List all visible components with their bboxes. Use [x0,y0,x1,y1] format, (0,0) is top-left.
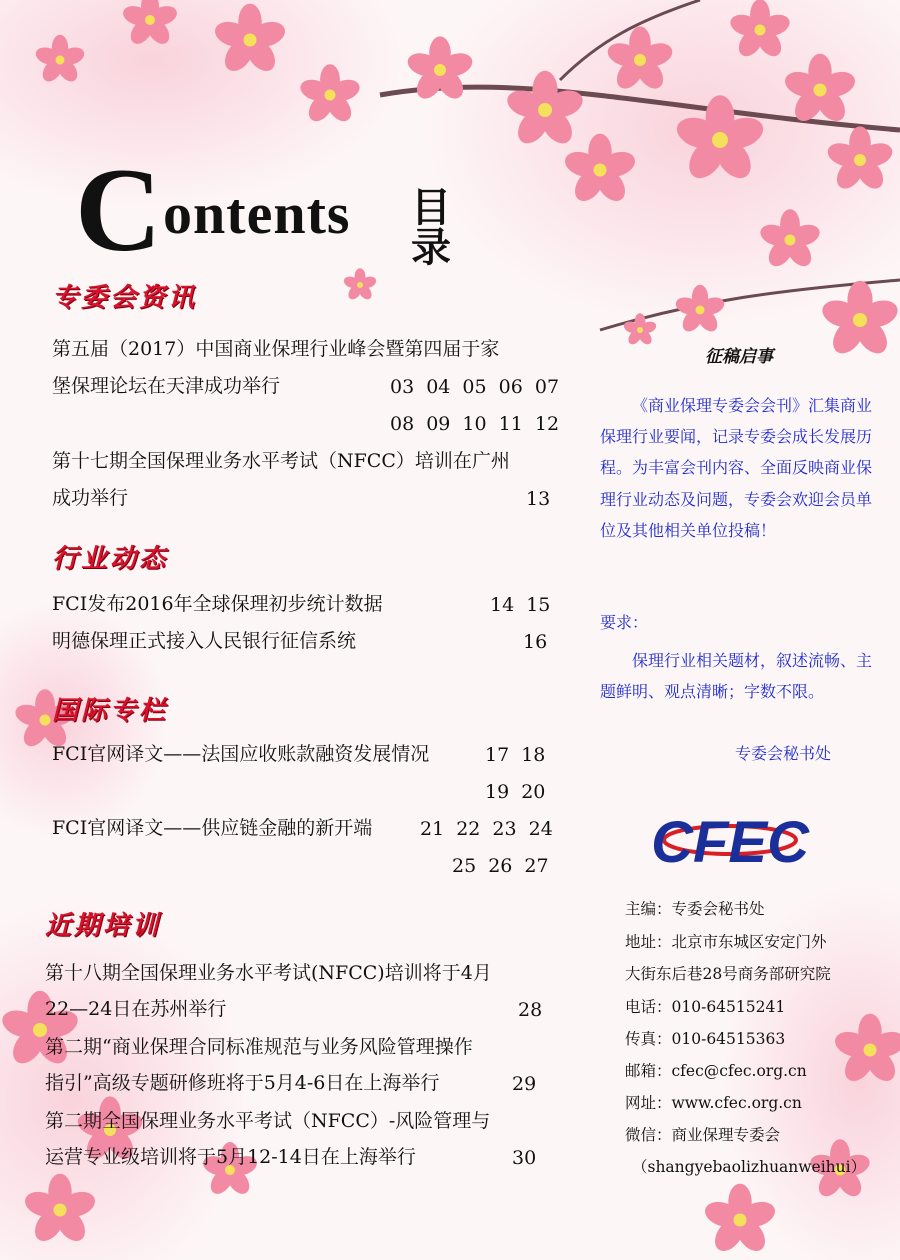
section-title-industry-news: 行业动态 [52,544,169,574]
toc-page-numbers: 03 04 05 06 07 [390,376,560,398]
wechat-info: 微信：商业保理专委会 [625,1126,781,1144]
section-title-training: 近期培训 [45,911,162,941]
toc-page-numbers: 17 18 [485,744,546,766]
toc-page-numbers: 25 26 27 [452,855,549,877]
toc-entry-title[interactable]: FCI发布2016年全球保理初步统计数据 [52,593,383,615]
toc-entry-title[interactable]: 第十八期全国保理业务水平考试(NFCC)培训将于4月 [45,962,492,984]
toc-page-numbers: 30 [512,1147,537,1169]
toc-page-numbers: 28 [518,999,543,1021]
toc-page-numbers: 13 [526,488,551,510]
wechat-id: （shangyebaolizhuanweihui） [632,1158,867,1176]
toc-entry-title[interactable]: 22—24日在苏州举行 [45,998,227,1020]
address-line-2: 大街东后巷28号商务部研究院 [625,965,831,983]
contents-word: ontents [163,181,351,246]
website-info[interactable]: 网址：www.cfec.org.cn [625,1094,802,1112]
toc-page-numbers: 29 [512,1073,537,1095]
toc-page-numbers: 21 22 23 24 [420,818,553,840]
toc-entry-title[interactable]: FCI官网译文——法国应收账款融资发展情况 [52,743,430,765]
toc-page-numbers: 14 15 [490,594,551,616]
editor-info: 主编：专委会秘书处 [625,900,765,918]
toc-entry-title[interactable]: FCI官网译文——供应链金融的新开端 [52,817,373,839]
toc-entry-title[interactable]: 指引”高级专题研修班将于5月4-6日在上海举行 [45,1072,440,1094]
cfec-logo [651,800,809,875]
requirements-label: 要求： [600,613,649,632]
address-line-1: 地址：北京市东城区安定门外 [625,933,827,951]
toc-entry-title[interactable]: 明德保理正式接入人民银行征信系统 [52,630,357,652]
contents-initial: C [75,143,162,276]
notice-signature: 专委会秘书处 [735,744,832,763]
toc-entry-title[interactable]: 成功举行 [52,487,129,509]
phone-info: 电话：010-64515241 [625,998,786,1016]
section-title-committee-news: 专委会资讯 [52,283,198,313]
toc-page-numbers: 19 20 [485,781,546,803]
call-for-papers-body [600,390,872,546]
requirements-body [600,645,872,707]
requirements-text: 保理行业相关题材，叙述流畅、主题鲜明、观点清晰；字数不限。 [600,651,873,702]
section-title-international: 国际专栏 [52,696,169,726]
toc-entry-title[interactable]: 第二期“商业保理合同标准规范与业务风险管理操作 [45,1036,473,1058]
call-for-papers-text: 《商业保理专委会会刊》汇集商业保理行业要闻，记录专委会成长发展历程。为丰富会刊内容、全面反映商业保理行业动态及问题，专委会欢迎会员单位及其他相关单位投稿！ [600,396,873,540]
fax-info: 传真：010-64515363 [625,1030,786,1048]
toc-entry-title[interactable]: 运营专业级培训将于5月12-14日在上海举行 [45,1146,416,1168]
contents-chinese-title: 目录 [411,185,451,271]
logo-text: CFEC [651,810,809,875]
toc-entry-title[interactable]: 第二期全国保理业务水平考试（NFCC）-风险管理与 [45,1110,491,1132]
call-for-papers-title: 征稿启事 [705,347,773,367]
toc-page-numbers: 16 [523,631,548,653]
toc-entry-title[interactable]: 堡保理论坛在天津成功举行 [52,375,281,397]
email-info[interactable]: 邮箱：cfec@cfec.org.cn [625,1062,807,1080]
toc-page-numbers: 08 09 10 11 12 [390,413,560,435]
toc-entry-title[interactable]: 第五届（2017）中国商业保理行业峰会暨第四届于家 [52,338,500,360]
toc-entry-title[interactable]: 第十七期全国保理业务水平考试（NFCC）培训在广州 [52,450,510,472]
